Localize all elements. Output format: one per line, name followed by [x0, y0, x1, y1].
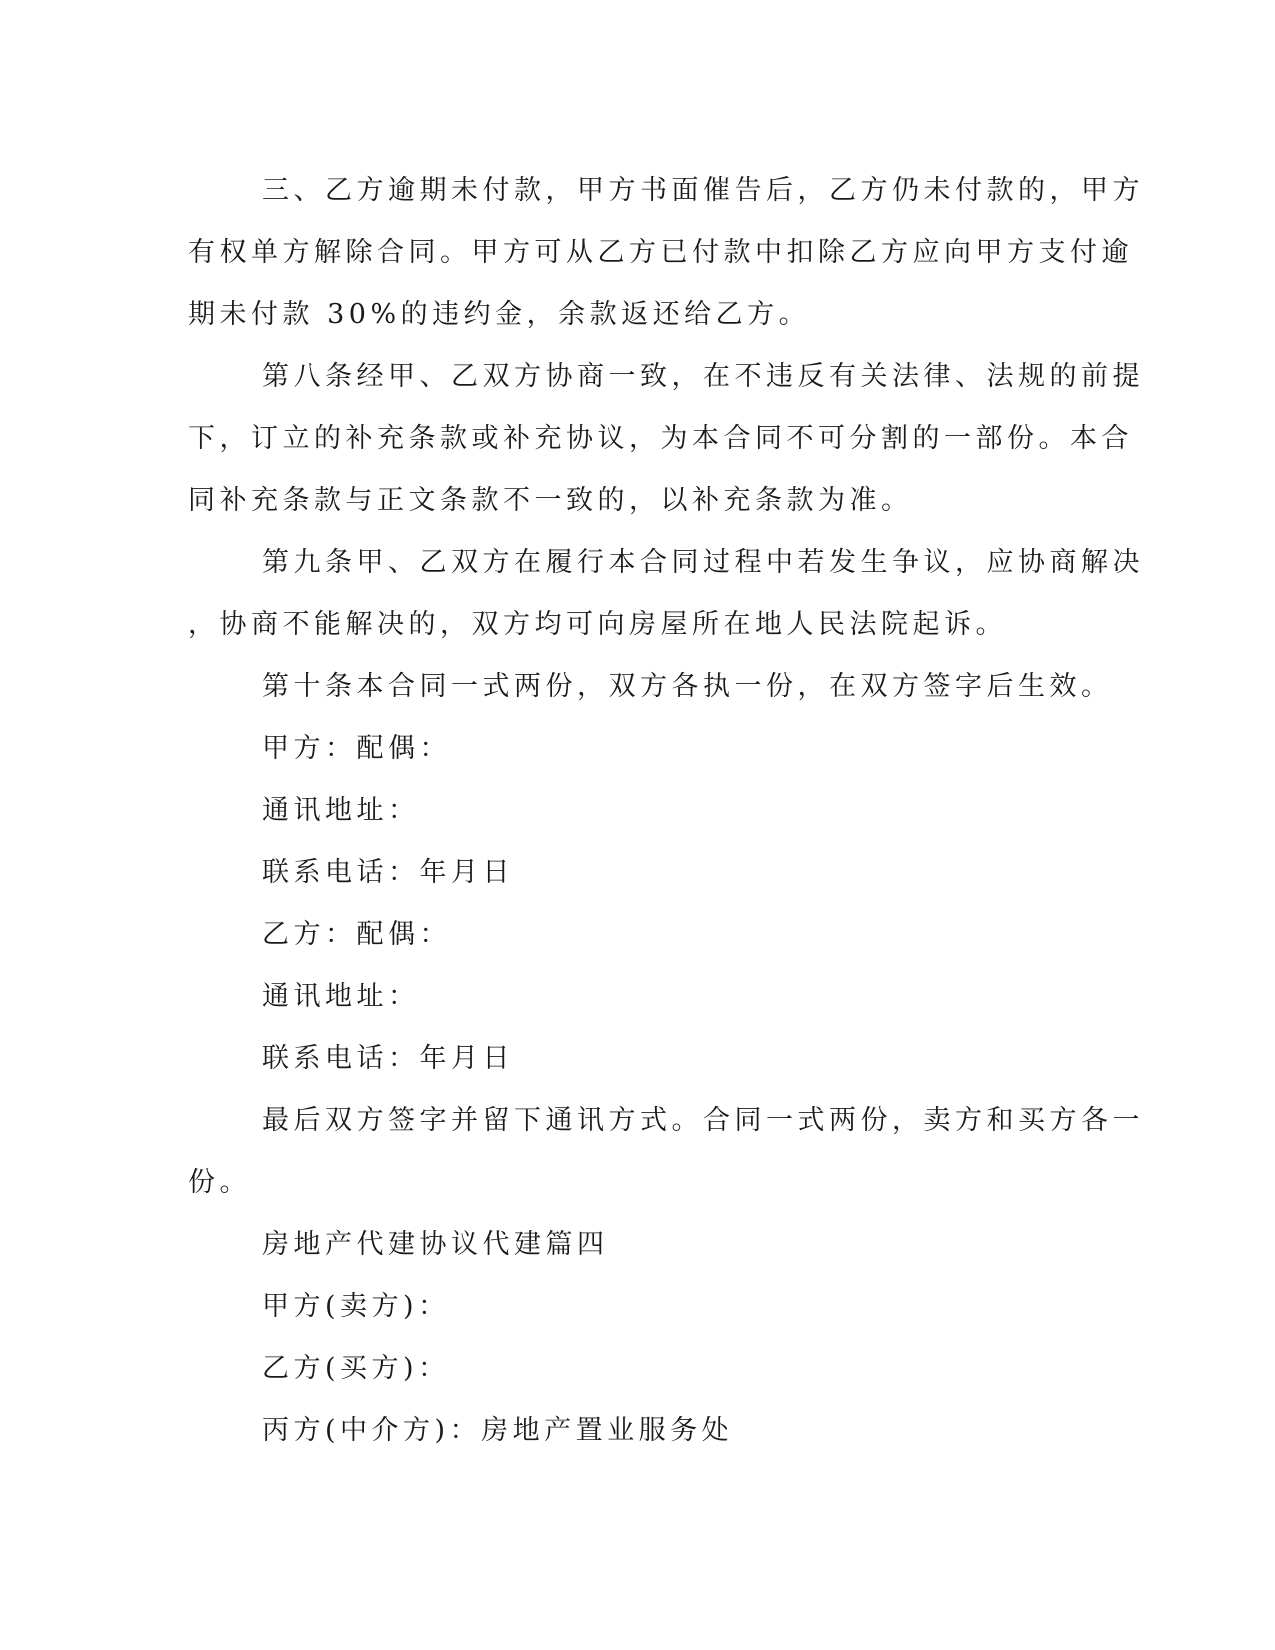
party-a-address-field [188, 780, 1068, 842]
paragraph-article-10 [188, 656, 1113, 718]
text-line: 丙方(中介方)：房地产置业服务处 [262, 1415, 734, 1446]
text-line: 三、乙方逾期未付款，甲方书面催告后，乙方仍未付款的，甲方 [262, 175, 1144, 206]
party-b-phone-date-field [188, 1028, 1068, 1090]
text-line: 联系电话：年月日 [262, 857, 514, 888]
text-line: 下，订立的补充条款或补充协议，为本合同不可分割的一部份。本合 [188, 423, 1133, 454]
text-line: 房地产代建协议代建篇四 [262, 1229, 609, 1260]
text-line: 份。 [188, 1167, 251, 1198]
paragraph-article-9 [188, 532, 1144, 656]
text-line: 甲方(卖方)： [262, 1291, 450, 1322]
text-line: 同补充条款与正文条款不一致的，以补充条款为准。 [188, 485, 913, 516]
text-line: 期未付款 30%的违约金，余款返还给乙方。 [188, 299, 811, 330]
text-line: 第九条甲、乙双方在履行本合同过程中若发生争议，应协商解决 [262, 547, 1144, 578]
text-line: 联系电话：年月日 [262, 1043, 514, 1074]
section-heading [188, 1214, 1068, 1276]
text-line: 乙方：配偶： [262, 919, 451, 950]
text-line: 最后双方签字并留下通讯方式。合同一式两份，卖方和买方各一 [262, 1105, 1144, 1136]
text-line: 甲方：配偶： [262, 733, 451, 764]
party-b-address-field [188, 966, 1068, 1028]
paragraph-signing-note [188, 1090, 1144, 1214]
text-line: 有权单方解除合同。甲方可从乙方已付款中扣除乙方应向甲方支付逾 [188, 237, 1133, 268]
party-a-seller-field [188, 1276, 1068, 1338]
text-line: 乙方(买方)： [262, 1353, 450, 1384]
party-a-phone-date-field [188, 842, 1068, 904]
text-line: 第八条经甲、乙双方协商一致，在不违反有关法律、法规的前提 [262, 361, 1144, 392]
party-c-agent-field [188, 1400, 1068, 1462]
text-line: 通讯地址： [262, 795, 420, 826]
text-line: 第十条本合同一式两份，双方各执一份，在双方签字后生效。 [262, 671, 1113, 702]
party-b-spouse-field [188, 904, 1068, 966]
document-body [188, 160, 1144, 1462]
party-a-spouse-field [188, 718, 1068, 780]
paragraph-overdue-payment [188, 160, 1144, 346]
party-b-buyer-field [188, 1338, 1068, 1400]
text-line: ，协商不能解决的，双方均可向房屋所在地人民法院起诉。 [188, 609, 1007, 640]
paragraph-article-8 [188, 346, 1144, 532]
text-line: 通讯地址： [262, 981, 420, 1012]
